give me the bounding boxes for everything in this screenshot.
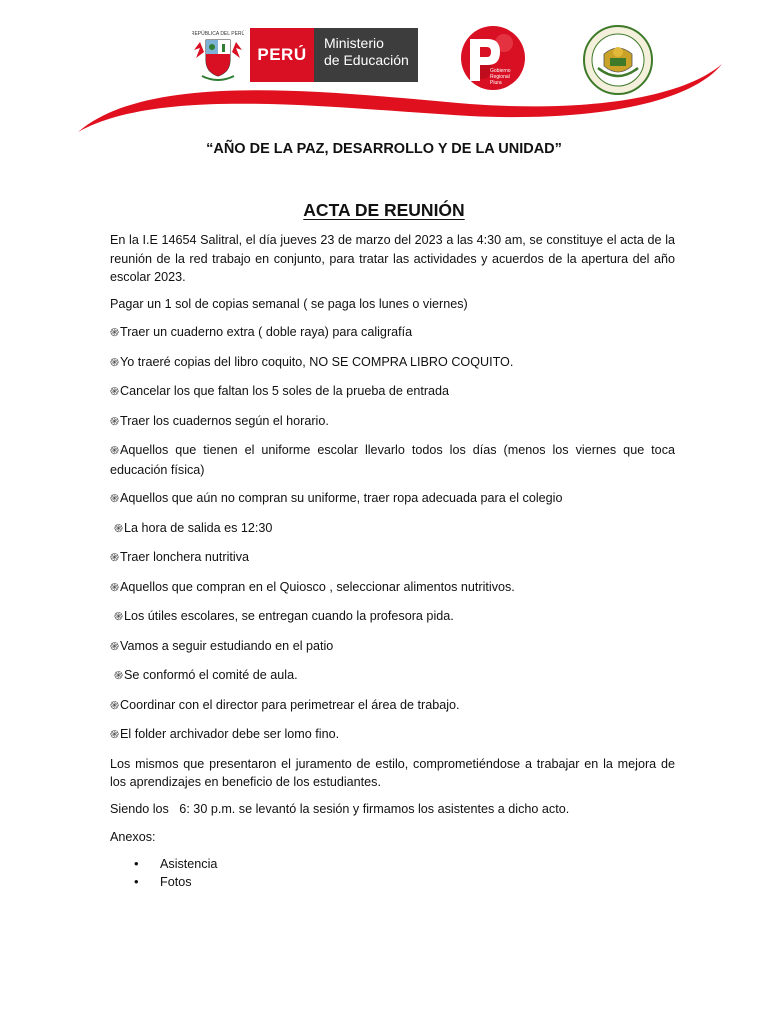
bullet-icon: ֍ [110,581,119,594]
gore-line3: Piura [490,80,502,86]
list-item-text: Aquellos que aún no compran su uniforme, traer ropa adecuada para el colegio [120,491,563,505]
list-item-text: Coordinar con el director para perimetrear el área de trabajo. [120,697,460,712]
bullet-icon: ֍ [110,356,119,369]
ministry-line1: Ministerio [324,35,384,51]
list-item [110,578,675,598]
bullet-icon: ֍ [110,493,119,505]
bullet-icon: ֍ [114,522,123,535]
list-item-text: Cancelar los que faltan los 5 soles de la prueba de entrada [120,384,450,398]
document-title-text: ACTA DE REUNIÓN [303,200,465,220]
list-item-text: Se conformó el comité de aula. [124,668,298,682]
gore-line2: Regional [490,74,510,80]
list-item-text: Los útiles escolares, se entregan cuando la profesora pida. [124,609,454,623]
bullet-icon: ֍ [114,611,123,623]
list-item-text: Vamos a seguir estudiando en el patio [120,638,334,653]
bullet-icon: ֍ [114,670,123,682]
ministry-label [314,28,418,82]
list-item-text: Aquellos que tienen el uniforme escolar llevarlo todos los días (menos los viernes que toca educación física) [110,443,675,477]
list-item [110,412,675,432]
bullet-icon: ֍ [110,445,119,457]
list-item [110,441,675,479]
document-title [0,200,768,221]
bullet-icon: ֍ [110,552,119,564]
peru-label: PERÚ [250,28,314,82]
list-item [110,489,675,509]
document-body [110,231,675,892]
document-header [0,0,768,140]
gore-line1: Gobierno [490,68,511,74]
annex-item: • Fotos [110,873,675,892]
bullet-icon: ֍ [110,640,119,653]
bullet-icon: ֍ [110,729,119,741]
list-item [110,323,675,343]
school-emblem [582,24,654,96]
annex-label: Anexos: [110,830,156,844]
annex-item: • Asistencia [110,855,675,874]
gobierno-regional-logo [460,25,526,91]
ministry-logo [192,28,418,82]
list-item-text: Traer lonchera nutritiva [120,550,250,564]
list-item [110,548,675,568]
bullet-icon: ֍ [110,699,119,712]
shield-caption: REPÚBLICA DEL PERÚ [192,31,244,37]
ministry-line2: de Educación [324,52,409,68]
list-item [110,607,675,627]
list-item [110,725,675,745]
list-item [110,519,675,539]
annex-list [110,855,675,892]
list-item [110,666,675,686]
list-item-text: El folder archivador debe ser lomo fino. [120,727,340,741]
first-item: Pagar un 1 sol de copias semanal ( se paga los lunes o viernes) [110,296,468,311]
list-item [110,637,675,657]
list-item-text: Traer un cuaderno extra ( doble raya) para caligrafía [120,325,413,339]
year-motto: “AÑO DE LA PAZ, DESARROLLO Y DE LA UNIDAD” [206,141,562,157]
list-item-text: Traer los cuadernos según el horario. [120,413,329,428]
bullet-icon: ֍ [110,386,119,398]
list-item [110,353,675,373]
bullet-icon: ֍ [110,327,119,339]
bullet-icon: ֍ [110,415,119,428]
list-item-text: Aquellos que compran en el Quiosco , seleccionar alimentos nutritivos. [120,579,515,594]
list-item [110,696,675,716]
list-item-text: La hora de salida es 12:30 [124,520,273,535]
intro-paragraph: En la I.E 14654 Salitral, el día jueves 23 de marzo del 2023 a las 4:30 am, se constituye el acta de la reunión de la red trabajo en conjunto, para tratar las actividades y acuerdos de la apertura del año escolar 2023. [110,233,675,284]
closing-line: Siendo los 6: 30 p.m. se levantó la sesión y firmamos los asistentes a dicho acto. [110,801,570,816]
list-item-text: Yo traeré copias del libro coquito, NO SE COMPRA LIBRO COQUITO. [120,354,514,369]
peru-shield-icon [192,28,244,82]
list-item [110,382,675,402]
closing-paragraph: Los mismos que presentaron el juramento de estilo, comprometiéndose a trabajar en la mejora de los aprendizajes en beneficio de los estudiantes. [110,756,675,789]
